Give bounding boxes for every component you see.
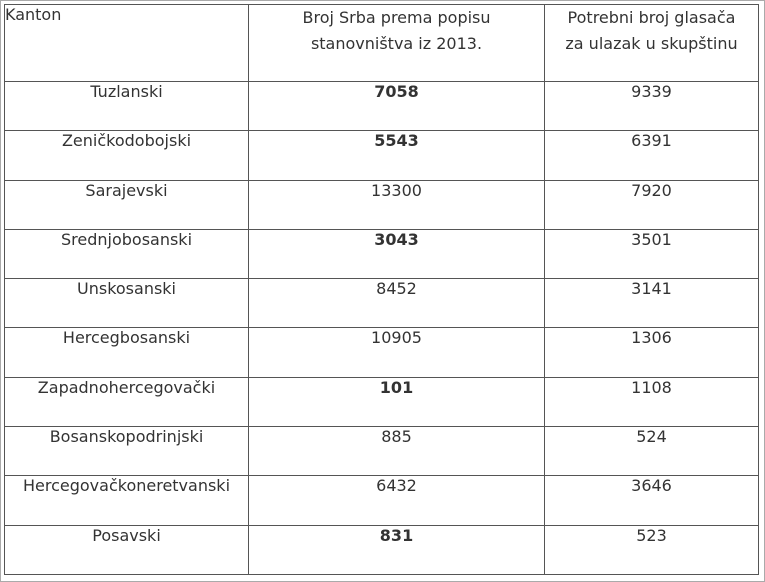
table-row (5, 82, 759, 131)
cell-voters: 524 (545, 427, 759, 476)
cell-kanton: Posavski (5, 525, 249, 574)
cell-kanton: Sarajevski (5, 180, 249, 229)
table-row (5, 476, 759, 525)
cell-serbs: 5543 (249, 131, 545, 180)
cell-serbs: 6432 (249, 476, 545, 525)
cell-voters: 1306 (545, 328, 759, 377)
cell-voters: 3501 (545, 229, 759, 278)
cell-serbs: 8452 (249, 279, 545, 328)
cell-serbs: 885 (249, 427, 545, 476)
cell-serbs: 831 (249, 525, 545, 574)
header-voters-line-2: za ulazak u skupštinu (565, 34, 738, 53)
header-serbs-count (249, 5, 545, 82)
header-serbs-line-1: Broj Srba prema popisu (302, 8, 491, 27)
table-row (5, 427, 759, 476)
cell-voters: 1108 (545, 377, 759, 426)
cell-voters: 3141 (545, 279, 759, 328)
cell-kanton: Zeničkodobojski (5, 131, 249, 180)
cell-voters: 523 (545, 525, 759, 574)
cell-serbs: 10905 (249, 328, 545, 377)
cell-voters: 9339 (545, 82, 759, 131)
cell-voters: 3646 (545, 476, 759, 525)
table-row (5, 525, 759, 574)
table-row (5, 377, 759, 426)
cell-voters: 7920 (545, 180, 759, 229)
cell-serbs: 3043 (249, 229, 545, 278)
header-serbs-line-2: stanovništva iz 2013. (310, 34, 483, 53)
table-header-row (5, 5, 759, 82)
cell-kanton: Bosanskopodrinjski (5, 427, 249, 476)
cell-kanton: Zapadnohercegovački (5, 377, 249, 426)
census-table (4, 4, 759, 575)
table-row (5, 229, 759, 278)
table-row (5, 180, 759, 229)
cell-voters: 6391 (545, 131, 759, 180)
header-voters-needed (545, 5, 759, 82)
cell-kanton: Hercegovačkoneretvanski (5, 476, 249, 525)
header-voters-line-1: Potrebni broj glasača (567, 8, 736, 27)
table-row (5, 328, 759, 377)
cell-kanton: Srednjobosanski (5, 229, 249, 278)
cell-kanton: Hercegbosanski (5, 328, 249, 377)
header-kanton: Kanton (5, 5, 249, 82)
cell-serbs: 7058 (249, 82, 545, 131)
table-row (5, 279, 759, 328)
cell-serbs: 13300 (249, 180, 545, 229)
cell-kanton: Unskosanski (5, 279, 249, 328)
cell-kanton: Tuzlanski (5, 82, 249, 131)
cell-serbs: 101 (249, 377, 545, 426)
table-row (5, 131, 759, 180)
